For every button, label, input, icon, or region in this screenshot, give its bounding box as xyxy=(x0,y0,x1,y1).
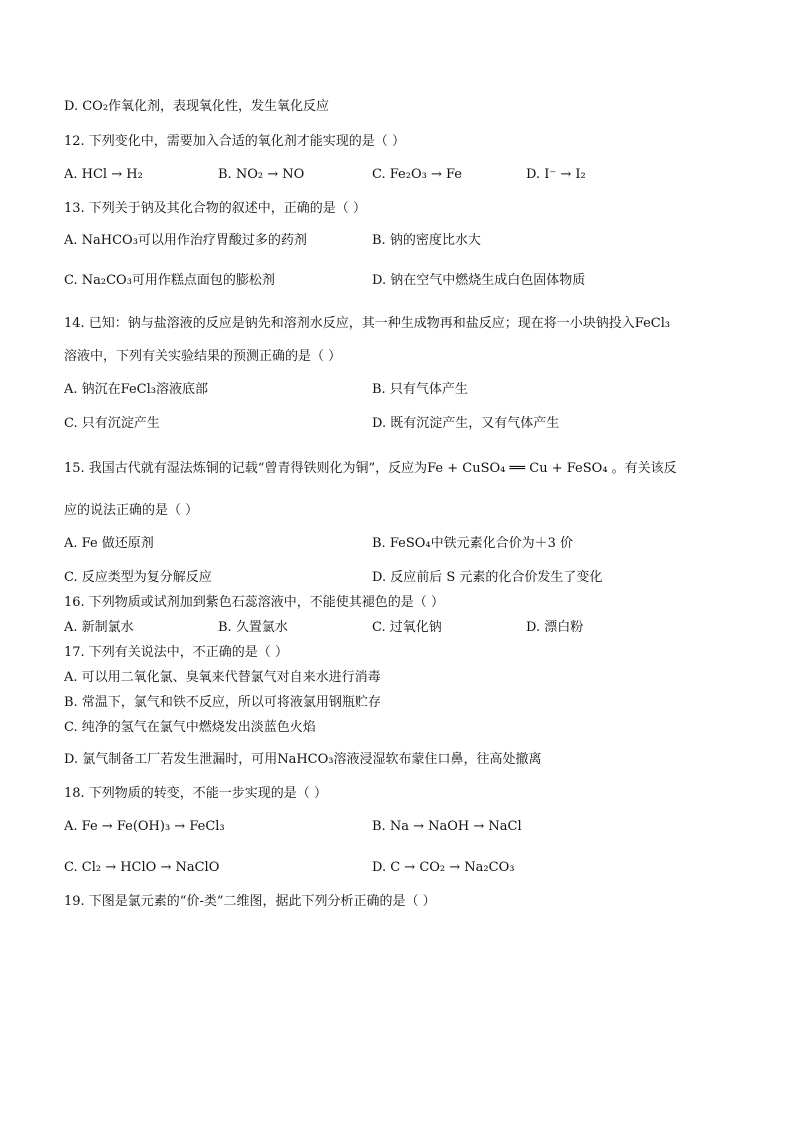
q18-option-b: B. Na → NaOH → NaCl xyxy=(372,819,522,834)
q15-option-a: A. Fe 做还原剂 xyxy=(64,536,154,551)
q18-option-d: D. C → CO₂ → Na₂CO₃ xyxy=(372,860,515,875)
q18-stem: 18. 下列物质的转变，不能一步实现的是（ ） xyxy=(64,786,327,801)
q17-option-d: D. 氯气制备工厂若发生泄漏时，可用NaHCO₃溶液浸湿软布蒙住口鼻，往高处撤离 xyxy=(64,752,542,767)
q15-option-d: D. 反应前后 S 元素的化合价发生了变化 xyxy=(372,570,603,585)
q17-stem: 17. 下列有关说法中，不正确的是（ ） xyxy=(64,645,288,660)
q15-stem-line2: 应的说法正确的是（ ） xyxy=(64,503,199,518)
q17-option-c: C. 纯净的氢气在氯气中燃烧发出淡蓝色火焰 xyxy=(64,720,316,735)
q18-option-c: C. Cl₂ → HClO → NaClO xyxy=(64,860,220,875)
q14-option-d: D. 既有沉淀产生，又有气体产生 xyxy=(372,416,560,431)
q14-option-c: C. 只有沉淀产生 xyxy=(64,416,160,431)
q16-option-b: B. 久置氯水 xyxy=(218,620,288,635)
q13-option-b: B. 钠的密度比水大 xyxy=(372,233,481,248)
q19-stem: 19. 下图是氯元素的“价-类”二维图，据此下列分析正确的是（ ） xyxy=(64,894,436,909)
q13-option-a: A. NaHCO₃可以用作治疗胃酸过多的药剂 xyxy=(64,233,307,248)
q12-option-d: D. I⁻ → I₂ xyxy=(526,167,586,182)
q16-option-a: A. 新制氯水 xyxy=(64,620,134,635)
q14-option-b: B. 只有气体产生 xyxy=(372,382,468,397)
q17-option-a: A. 可以用二氧化氯、臭氧来代替氯气对自来水进行消毒 xyxy=(64,670,381,685)
q18-option-a: A. Fe → Fe(OH)₃ → FeCl₃ xyxy=(64,819,225,834)
q17-option-b: B. 常温下，氯气和铁不反应，所以可将液氯用钢瓶贮存 xyxy=(64,695,381,710)
q15-option-c: C. 反应类型为复分解反应 xyxy=(64,570,212,585)
q14-stem-line2: 溶液中，下列有关实验结果的预测正确的是（ ） xyxy=(64,349,342,364)
q16-option-c: C. 过氧化钠 xyxy=(372,620,442,635)
q12-option-c: C. Fe₂O₃ → Fe xyxy=(372,167,462,182)
q15-option-b: B. FeSO₄中铁元素化合价为＋3 价 xyxy=(372,536,573,551)
q12-option-a: A. HCl → H₂ xyxy=(64,167,143,182)
q12-stem: 12. 下列变化中，需要加入合适的氧化剂才能实现的是（ ） xyxy=(64,134,405,149)
q13-stem: 13. 下列关于钠及其化合物的叙述中，正确的是（ ） xyxy=(64,201,366,216)
q16-stem: 16. 下列物质或试剂加到紫色石蕊溶液中，不能使其褪色的是（ ） xyxy=(64,595,444,610)
q15-stem-line1: 15. 我国古代就有湿法炼铜的记载“曾青得铁则化为铜”，反应为Fe + CuSO₄ ══ Cu + FeSO₄ 。有关该反 xyxy=(64,461,677,476)
q14-option-a: A. 钠沉在FeCl₃溶液底部 xyxy=(64,382,208,397)
q16-option-d: D. 漂白粉 xyxy=(526,620,584,635)
q11-option-d: D. CO₂作氧化剂，表现氧化性，发生氧化反应 xyxy=(64,99,330,114)
q13-option-d: D. 钠在空气中燃烧生成白色固体物质 xyxy=(372,273,586,288)
q12-option-b: B. NO₂ → NO xyxy=(218,167,305,182)
q14-stem-line1: 14. 已知：钠与盐溶液的反应是钠先和溶剂水反应，其一种生成物再和盐反应；现在将一小块钠投入FeCl₃ xyxy=(64,316,671,331)
q13-option-c: C. Na₂CO₃可用作糕点面包的膨松剂 xyxy=(64,273,275,288)
